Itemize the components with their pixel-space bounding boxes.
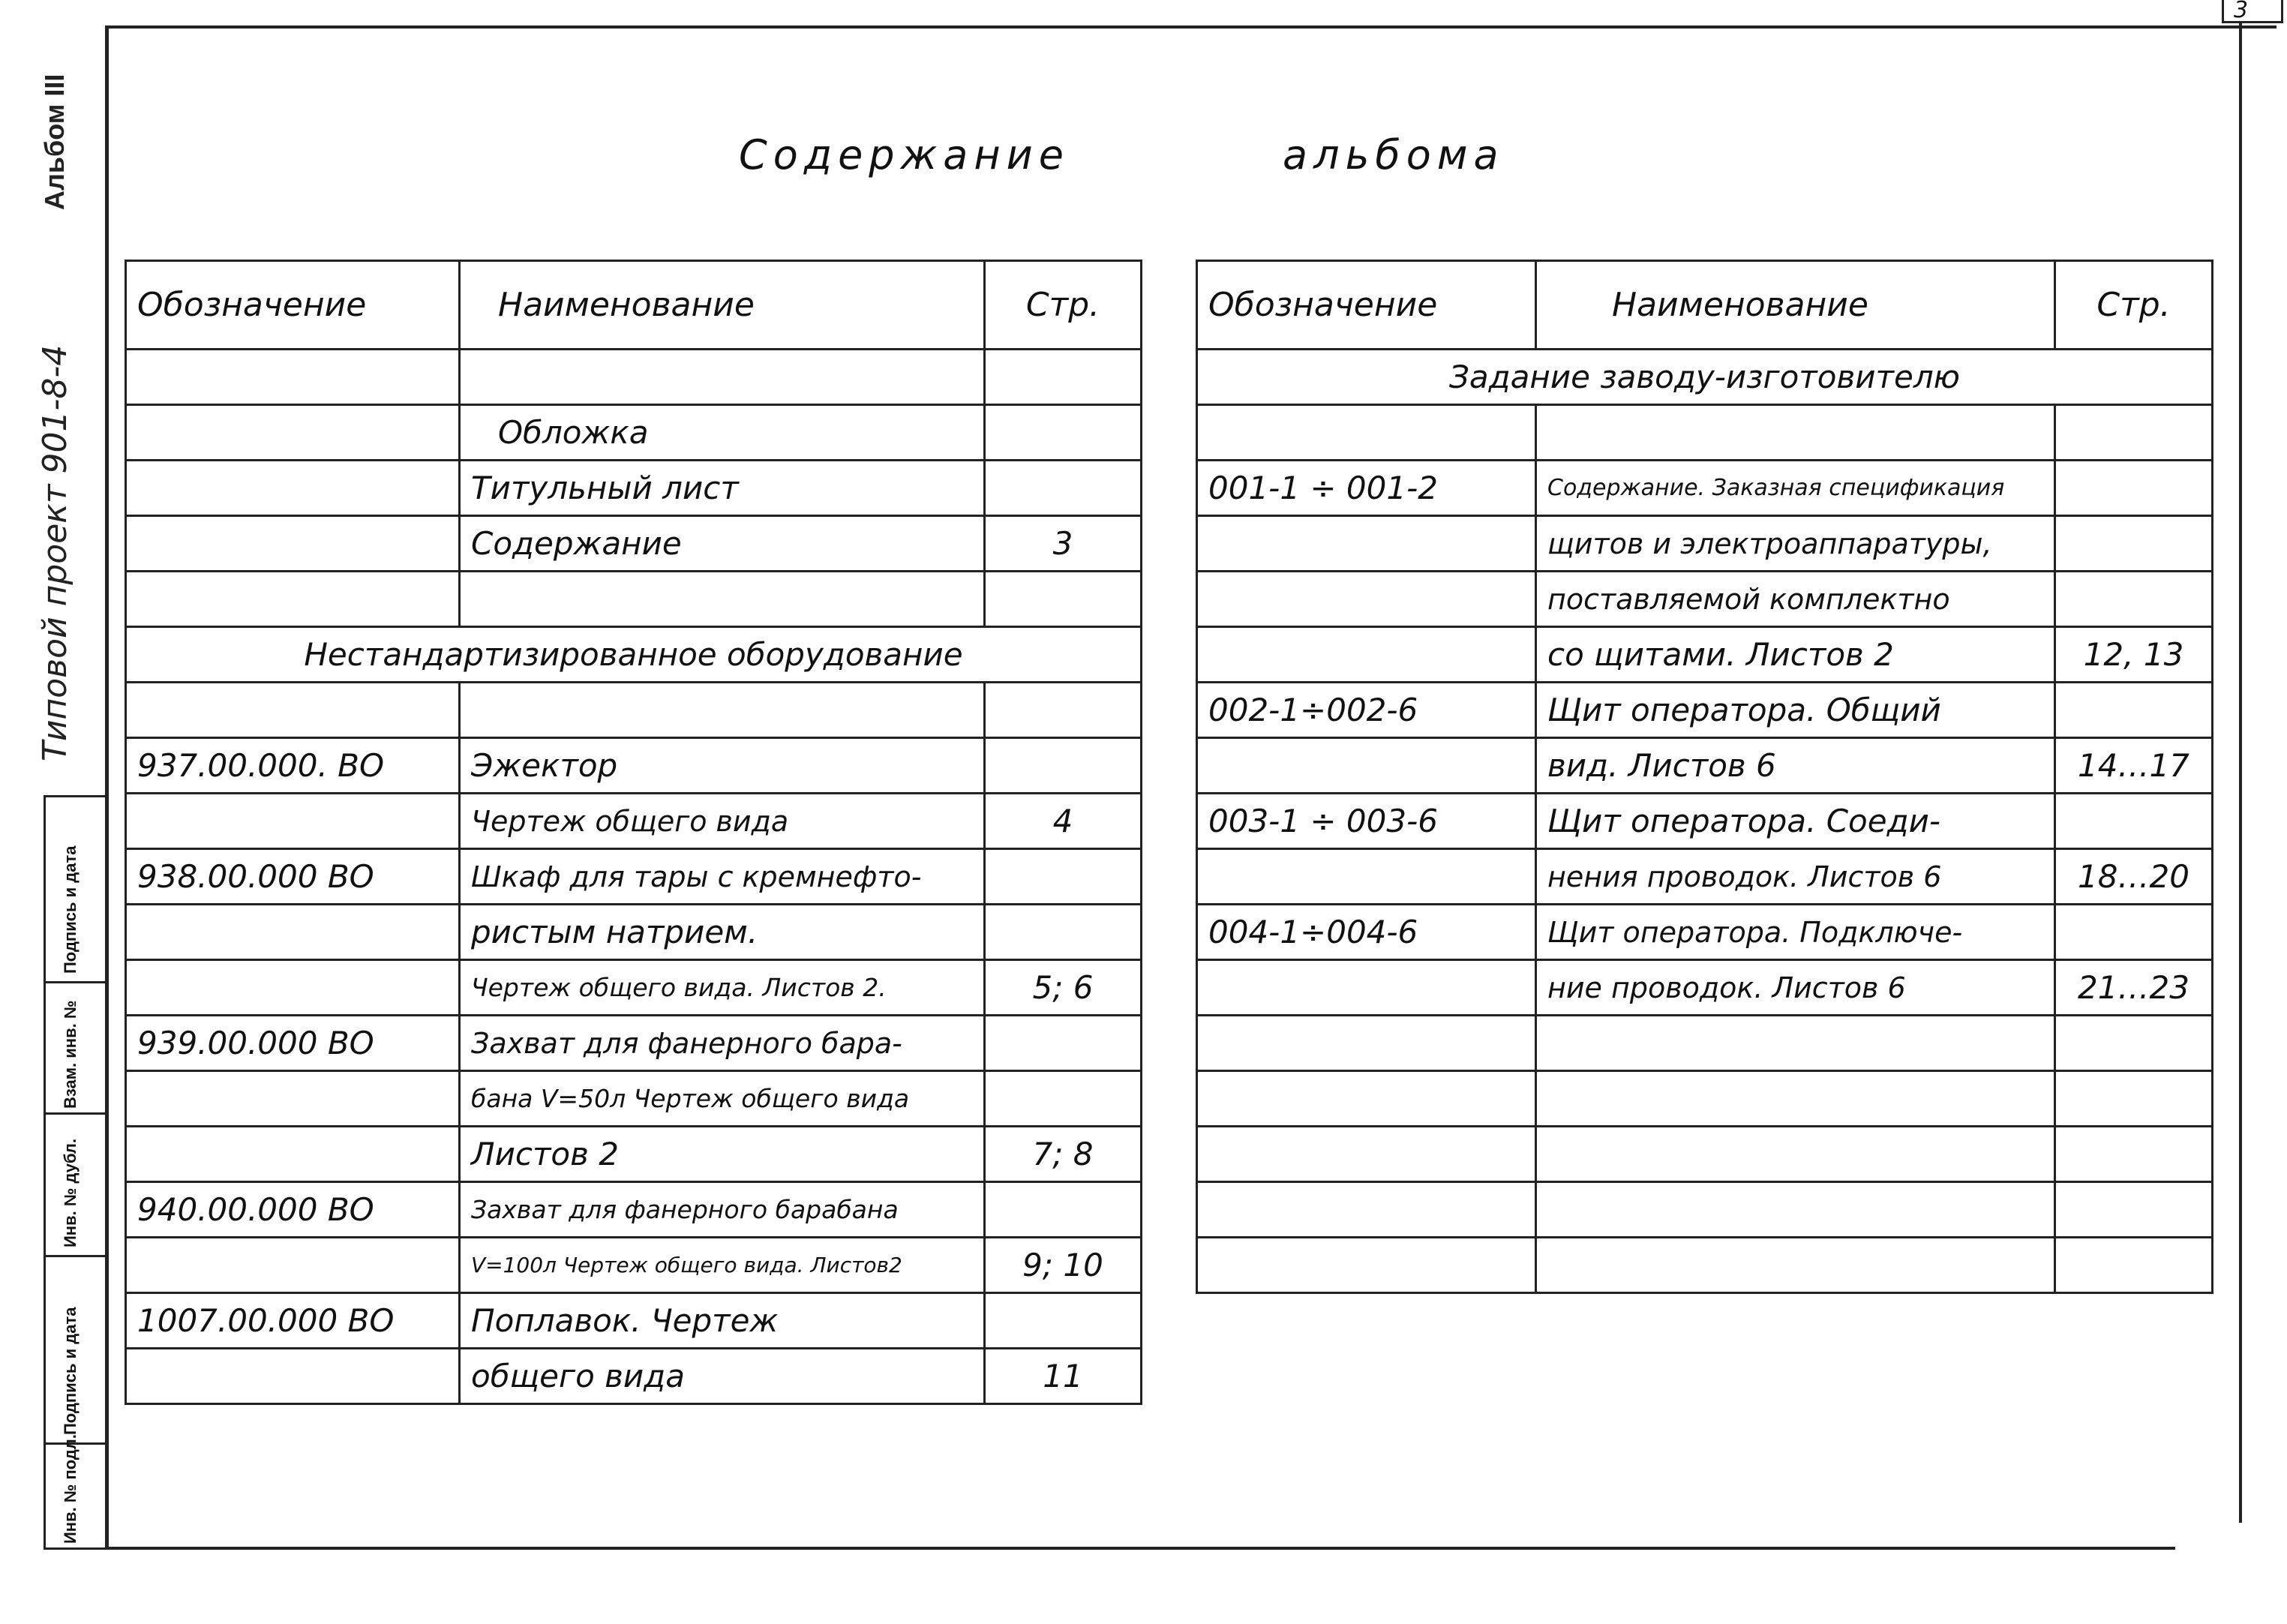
table-row: нения проводок. Листов 6 18…20 — [1197, 849, 2213, 905]
table-row: Чертеж общего вида 4 — [126, 794, 1142, 849]
table-row: Чертеж общего вида. Листов 2. 5; 6 — [126, 960, 1142, 1016]
stamp-signature-date-1: Подпись и дата — [61, 845, 80, 974]
table-row: 940.00.000 ВО Захват для фанерного барабана — [126, 1182, 1142, 1238]
table-row: 004-1÷004-6 Щит оператора. Подключе- — [1197, 905, 2213, 960]
stamp-signature-date-2: Подпись и дата — [61, 1307, 80, 1435]
table-header-row — [126, 261, 1142, 350]
table-row: Обложка — [126, 405, 1142, 461]
frame-bottom-line — [105, 1547, 2175, 1550]
table-row: 002-1÷002-6 Щит оператора. Общий — [1197, 683, 2213, 738]
header-page: Стр. — [2055, 261, 2213, 350]
table-row: ние проводок. Листов 6 21…23 — [1197, 960, 2213, 1016]
table-row — [1197, 1071, 2213, 1127]
frame-right-line — [2239, 15, 2242, 1523]
page-title-right: альбома — [1283, 131, 1505, 179]
table-row: 938.00.000 ВО Шкаф для тары с кремнефто- — [126, 849, 1142, 905]
table-row — [1197, 1016, 2213, 1071]
table-row — [126, 683, 1142, 738]
table-row — [1197, 405, 2213, 461]
table-row: 939.00.000 ВО Захват для фанерного бара- — [126, 1016, 1142, 1071]
table-row: поставляемой комплектно — [1197, 572, 2213, 627]
table-row — [126, 350, 1142, 405]
stamp-dup-inv: Инв. № дубл. — [61, 1138, 80, 1247]
table-row: 003-1 ÷ 003-6 Щит оператора. Соеди- — [1197, 794, 2213, 849]
page-title-left: Содержание — [739, 131, 1070, 179]
table-row: щитов и электроаппаратуры, — [1197, 516, 2213, 572]
table-row: ристым натрием. — [126, 905, 1142, 960]
table-row — [1197, 1127, 2213, 1182]
stamp-orig-inv: Инв. № подл. — [61, 1434, 80, 1544]
header-designation: Обозначение — [1197, 261, 1536, 350]
table-row: со щитами. Листов 2 12, 13 — [1197, 627, 2213, 683]
table-row — [1197, 1182, 2213, 1238]
frame-top-line — [105, 26, 2276, 29]
header-page: Стр. — [985, 261, 1142, 350]
project-label: Типовой проект 901-8-4 — [36, 344, 74, 761]
section-heading: Нестандартизированное оборудование — [126, 627, 1142, 683]
header-name: Наименование — [460, 261, 985, 350]
stamp-column — [44, 795, 107, 1550]
header-name: Наименование — [1536, 261, 2055, 350]
left-contents-table — [125, 260, 1142, 1405]
section-heading-row — [126, 627, 1142, 683]
table-row: 1007.00.000 ВО Поплавок. Чертеж — [126, 1293, 1142, 1349]
table-row: Листов 2 7; 8 — [126, 1127, 1142, 1182]
album-label: Альбом III — [39, 74, 70, 210]
right-contents-table — [1196, 260, 2213, 1294]
section-heading-row — [1197, 350, 2213, 405]
table-row: 001-1 ÷ 001-2 Содержание. Заказная спецификация — [1197, 461, 2213, 516]
table-row — [1197, 1238, 2213, 1293]
stamp-replace-inv: Взам. инв. № — [61, 1000, 80, 1109]
sheet-number: 3 — [2234, 0, 2249, 23]
table-row: Титульный лист — [126, 461, 1142, 516]
table-header-row — [1197, 261, 2213, 350]
table-row: 937.00.000. ВО Эжектор — [126, 738, 1142, 794]
table-row: общего вида 11 — [126, 1349, 1142, 1404]
table-row: Содержание 3 — [126, 516, 1142, 572]
section-heading: Задание заводу-изготовителю — [1197, 350, 2213, 405]
sheet-number-box — [2222, 0, 2283, 23]
table-row — [126, 572, 1142, 627]
table-row: бана V=50л Чертеж общего вида — [126, 1071, 1142, 1127]
header-designation: Обозначение — [126, 261, 460, 350]
table-row: вид. Листов 6 14…17 — [1197, 738, 2213, 794]
table-row: V=100л Чертеж общего вида. Листов2 9; 10 — [126, 1238, 1142, 1293]
